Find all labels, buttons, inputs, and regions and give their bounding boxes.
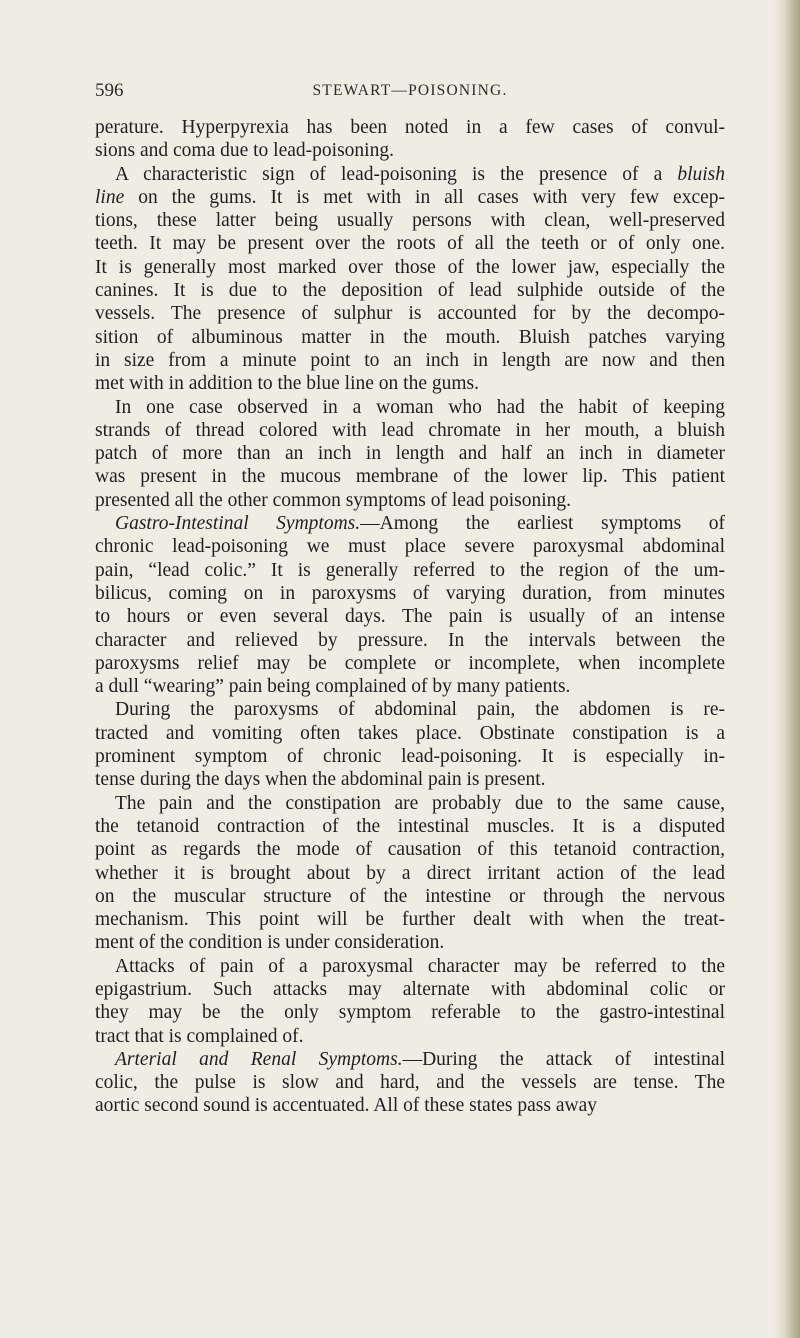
text-line <box>95 559 725 582</box>
text-line <box>95 419 725 442</box>
text-line <box>95 163 725 186</box>
line-text: tracted and vomiting often takes place. Obstinate constipation is a <box>95 722 725 744</box>
text-line <box>95 372 725 395</box>
line-text: aortic second sound is accentuated. All of these states pass away <box>95 1095 597 1117</box>
line-text: During the paroxysms of abdominal pain, the abdomen is re- <box>115 699 725 721</box>
body-text <box>95 116 725 1118</box>
line-text: vessels. The presence of sulphur is accounted for by the decompo- <box>95 303 725 325</box>
line-text: epigastrium. Such attacks may alternate with abdominal colic or <box>95 978 725 1000</box>
line-text: teeth. It may be present over the roots of all the teeth or of only one. <box>95 233 725 255</box>
line-text: A characteristic sign of lead-poisoning is the presence of a <box>115 163 678 185</box>
text-line <box>95 838 725 861</box>
line-text: —Among the earliest symptoms of <box>360 513 725 535</box>
text-line <box>95 326 725 349</box>
text-line <box>95 605 725 628</box>
text-line <box>95 908 725 931</box>
text-line <box>95 792 725 815</box>
text-line <box>95 1094 725 1117</box>
text-line <box>95 1001 725 1024</box>
line-text: on the muscular structure of the intestine or through the nervous <box>95 885 725 907</box>
text-line <box>95 629 725 652</box>
text-line <box>95 745 725 768</box>
text-line <box>95 955 725 978</box>
line-text: tense during the days when the abdominal pain is present. <box>95 769 546 791</box>
text-line <box>95 256 725 279</box>
running-head: STEWART—POISONING. <box>312 82 508 99</box>
page-edge-shadow <box>774 0 800 1338</box>
italic-text: bluish <box>677 163 725 185</box>
text-line <box>95 302 725 325</box>
line-text: ment of the condition is under consideration. <box>95 932 445 954</box>
text-line <box>95 116 725 139</box>
line-text: strands of thread colored with lead chromate in her mouth, a bluish <box>95 419 725 441</box>
text-line <box>95 1048 725 1071</box>
line-text: was present in the mucous membrane of the lower lip. This patient <box>95 466 725 488</box>
text-line <box>95 139 725 162</box>
line-text: point as regards the mode of causation of this tetanoid contraction, <box>95 839 725 861</box>
text-line <box>95 931 725 954</box>
line-text: sions and coma due to lead-poisoning. <box>95 140 394 162</box>
line-text: they may be the only symptom referable to the gastro-intestinal <box>95 1002 725 1024</box>
line-text: prominent symptom of chronic lead-poisoning. It is especially in- <box>95 746 725 768</box>
line-text: Attacks of pain of a paroxysmal character may be referred to the <box>115 955 725 977</box>
page-header <box>95 80 715 110</box>
italic-text: Gastro-Intestinal Symptoms. <box>115 513 361 535</box>
line-text: —During the attack of intestinal <box>402 1048 725 1070</box>
text-line <box>95 698 725 721</box>
line-text: perature. Hyperpyrexia has been noted in a few cases of convul- <box>95 117 725 138</box>
text-line <box>95 232 725 255</box>
text-line <box>95 1071 725 1094</box>
line-text: tract that is complained of. <box>95 1025 304 1047</box>
text-line <box>95 652 725 675</box>
text-line <box>95 186 725 209</box>
line-text: canines. It is due to the deposition of lead sulphide outside of the <box>95 280 725 302</box>
text-line <box>95 1025 725 1048</box>
text-line <box>95 279 725 302</box>
text-line <box>95 768 725 791</box>
line-text: pain, “lead colic.” It is generally referred to the region of the um- <box>95 559 725 581</box>
line-text: paroxysms relief may be complete or incomplete, when incomplete <box>95 652 725 674</box>
line-text: sition of albuminous matter in the mouth. Bluish patches varying <box>95 326 725 348</box>
line-text: tions, these latter being usually persons with clean, well-preserved <box>95 210 725 232</box>
italic-text: Arterial and Renal Symptoms. <box>115 1048 403 1070</box>
line-text: in size from a minute point to an inch in length are now and then <box>95 349 725 371</box>
line-text: patch of more than an inch in length and half an inch in diameter <box>95 443 725 465</box>
text-line <box>95 489 725 512</box>
page-number: 596 <box>95 80 124 101</box>
text-line <box>95 582 725 605</box>
line-text: to hours or even several days. The pain is usually of an intense <box>95 606 725 628</box>
line-text: a dull “wearing” pain being complained of by many patients. <box>95 676 571 698</box>
text-line <box>95 675 725 698</box>
line-text: met with in addition to the blue line on the gums. <box>95 373 479 395</box>
line-text: the tetanoid contraction of the intestinal muscles. It is a disputed <box>95 815 725 837</box>
line-text: whether it is brought about by a direct irritant action of the lead <box>95 862 725 884</box>
line-text: character and relieved by pressure. In the intervals between the <box>95 629 725 651</box>
line-text: presented all the other common symptoms of lead poisoning. <box>95 489 572 511</box>
text-line <box>95 209 725 232</box>
text-line <box>95 465 725 488</box>
line-text: chronic lead-poisoning we must place severe paroxysmal abdominal <box>95 536 725 558</box>
line-text: mechanism. This point will be further dealt with when the treat- <box>95 909 725 931</box>
line-text: bilicus, coming on in paroxysms of varying duration, from minutes <box>95 582 725 604</box>
text-line <box>95 535 725 558</box>
text-line <box>95 885 725 908</box>
text-line <box>95 396 725 419</box>
line-text: colic, the pulse is slow and hard, and the vessels are tense. The <box>95 1072 725 1094</box>
line-text: In one case observed in a woman who had the habit of keeping <box>115 396 725 418</box>
text-line <box>95 722 725 745</box>
line-text: The pain and the constipation are probably due to the same cause, <box>115 792 725 814</box>
text-line <box>95 862 725 885</box>
text-line <box>95 442 725 465</box>
text-line <box>95 978 725 1001</box>
text-line <box>95 349 725 372</box>
text-line <box>95 512 725 535</box>
italic-text: line <box>95 186 125 208</box>
text-line <box>95 815 725 838</box>
line-text: on the gums. It is met with in all cases with very few excep- <box>124 186 725 208</box>
line-text: It is generally most marked over those of the lower jaw, especially the <box>95 256 725 278</box>
